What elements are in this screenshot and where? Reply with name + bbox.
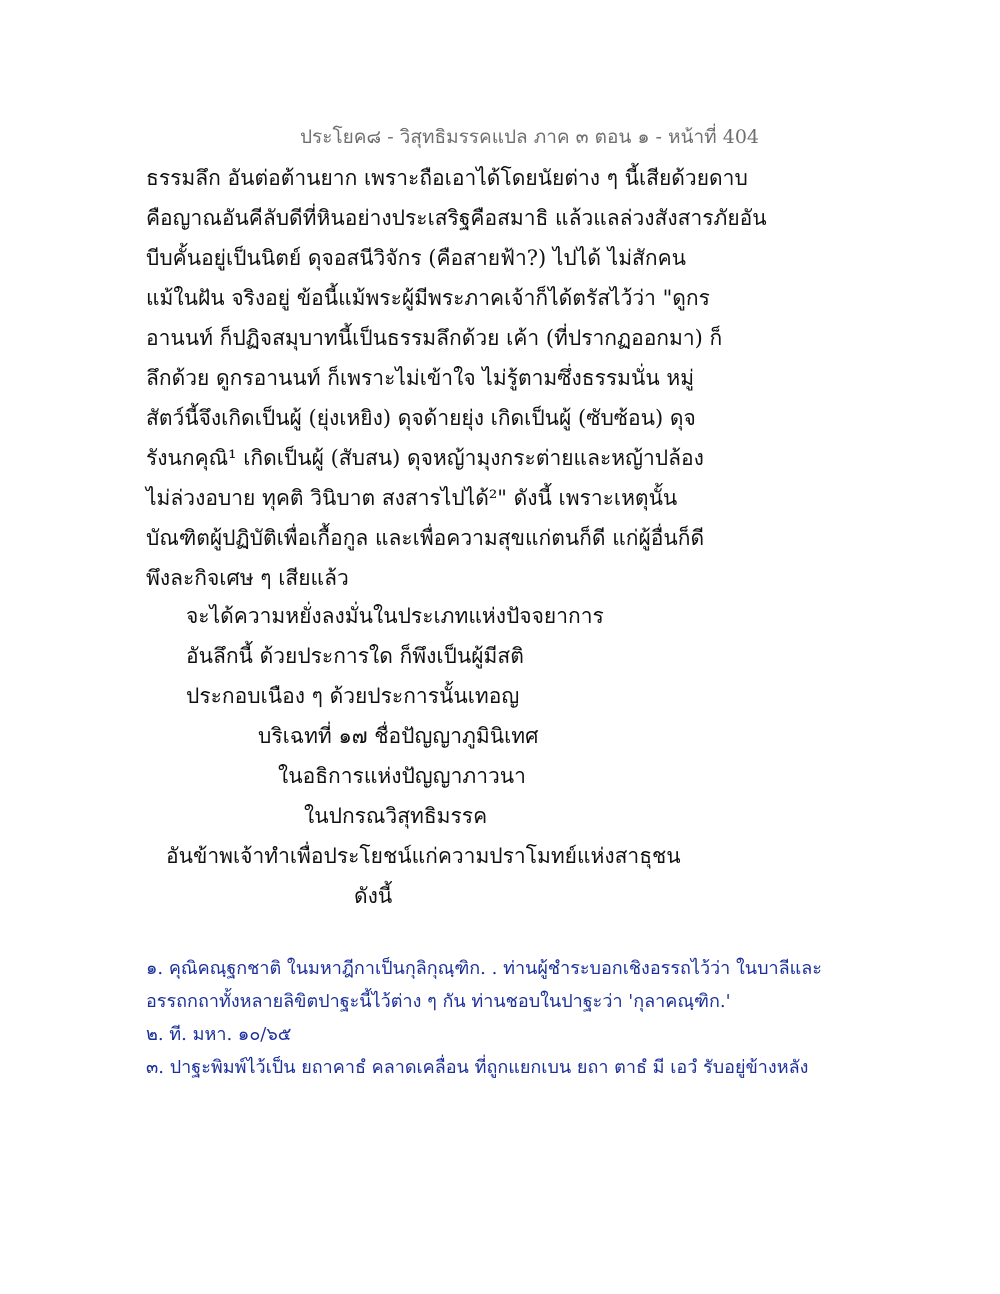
footnote: ๑. คุณิคณฺฐกชาติ ในมหาฎีกาเป็นกุลิกุณฺฑิก. . ท่านผู้ชำระบอกเชิงอรรถไว้ว่า ในบาลีและ — [146, 958, 822, 979]
body-line: ไม่ล่วงอบาย ทุคติ วินิบาต สงสารไปได้²" ดังนี้ เพราะเหตุนั้น — [146, 486, 678, 510]
body-line: คือญาณอันคีลับดีที่หินอย่างประเสริฐคือสมาธิ แล้วแลล่วงสังสารภัยอัน — [146, 206, 767, 230]
verse-line: อันข้าพเจ้าทำเพื่อประโยชน์แก่ความปราโมทย์แห่งสาธุชน — [166, 844, 681, 868]
footnote: ๒. ที. มหา. ๑๐/๖๕ — [146, 1024, 292, 1045]
body-line: พึงละกิจเศษ ๆ เสียแล้ว — [146, 566, 349, 590]
body-line: รังนกคุณิ¹ เกิดเป็นผู้ (สับสน) ดุจหญ้ามุงกระต่ายและหญ้าปล้อง — [146, 446, 704, 470]
body-line: อานนท์ ก็ปฏิจสมุบาทนี้เป็นธรรมลึกด้วย เค้า (ที่ปรากฏออกมา) ก็ — [146, 326, 723, 350]
verse-line: ประกอบเนือง ๆ ด้วยประการนั้นเทอญ — [186, 684, 520, 708]
body-text — [146, 158, 846, 598]
verse-line: จะได้ความหยั่งลงมั่นในประเภทแห่งปัจจยาการ — [186, 604, 604, 628]
body-line: บีบคั้นอยู่เป็นนิตย์ ดุจอสนีวิจักร (คือสายฟ้า?) ไปได้ ไม่สักคน — [146, 246, 686, 270]
verse-line: อันลึกนี้ ด้วยประการใด ก็พึงเป็นผู้มีสติ — [186, 644, 524, 668]
chapter-title: บริเฉทที่ ๑๗ ชื่อปัญญาภูมินิเทศ — [258, 724, 539, 748]
body-line: แม้ในฝัน จริงอยู่ ข้อนี้แม้พระผู้มีพระภาคเจ้าก็ได้ตรัสไว้ว่า "ดูกร — [146, 286, 710, 310]
chapter-subtitle: ในปกรณวิสุทธิมรรค — [304, 804, 488, 828]
footnote: อรรถกถาทั้งหลายลิขิตปาฐะนี้ไว้ต่าง ๆ กัน ท่านชอบในปาฐะว่า 'กุลาคณฺฑิก.' — [146, 991, 731, 1012]
body-line: ธรรมลึก อันต่อต้านยาก เพราะถือเอาได้โดยนัยต่าง ๆ นี้เสียด้วยดาบ — [146, 166, 748, 190]
footnotes — [146, 952, 926, 1084]
body-line: สัตว์นี้จึงเกิดเป็นผู้ (ยุ่งเหยิง) ดุจด้ายยุ่ง เกิดเป็นผู้ (ซับซ้อน) ดุจ — [146, 406, 696, 430]
chapter-subtitle: ในอธิการแห่งปัญญาภาวนา — [278, 764, 526, 788]
page-header: ประโยค๘ - วิสุทธิมรรคแปล ภาค ๓ ตอน ๑ - หน้าที่ 404 — [300, 126, 760, 148]
verse-line: ดังนี้ — [354, 884, 393, 908]
footnote: ๓. ปาฐะพิมพ์ไว้เป็น ยถาคาธํ คลาดเคลื่อน ที่ถูกแยกเบน ยถา ตาธํ มี เอวํ รับอยู่ข้างหลัง — [146, 1057, 809, 1078]
body-line: บัณฑิตผู้ปฏิบัติเพื่อเกื้อกูล และเพื่อความสุขแก่ตนก็ดี แก่ผู้อื่นก็ดี — [146, 526, 705, 550]
body-line: ลึกด้วย ดูกรอานนท์ ก็เพราะไม่เข้าใจ ไม่รู้ตามซึ่งธรรมนั่น หมู่ — [146, 366, 695, 390]
